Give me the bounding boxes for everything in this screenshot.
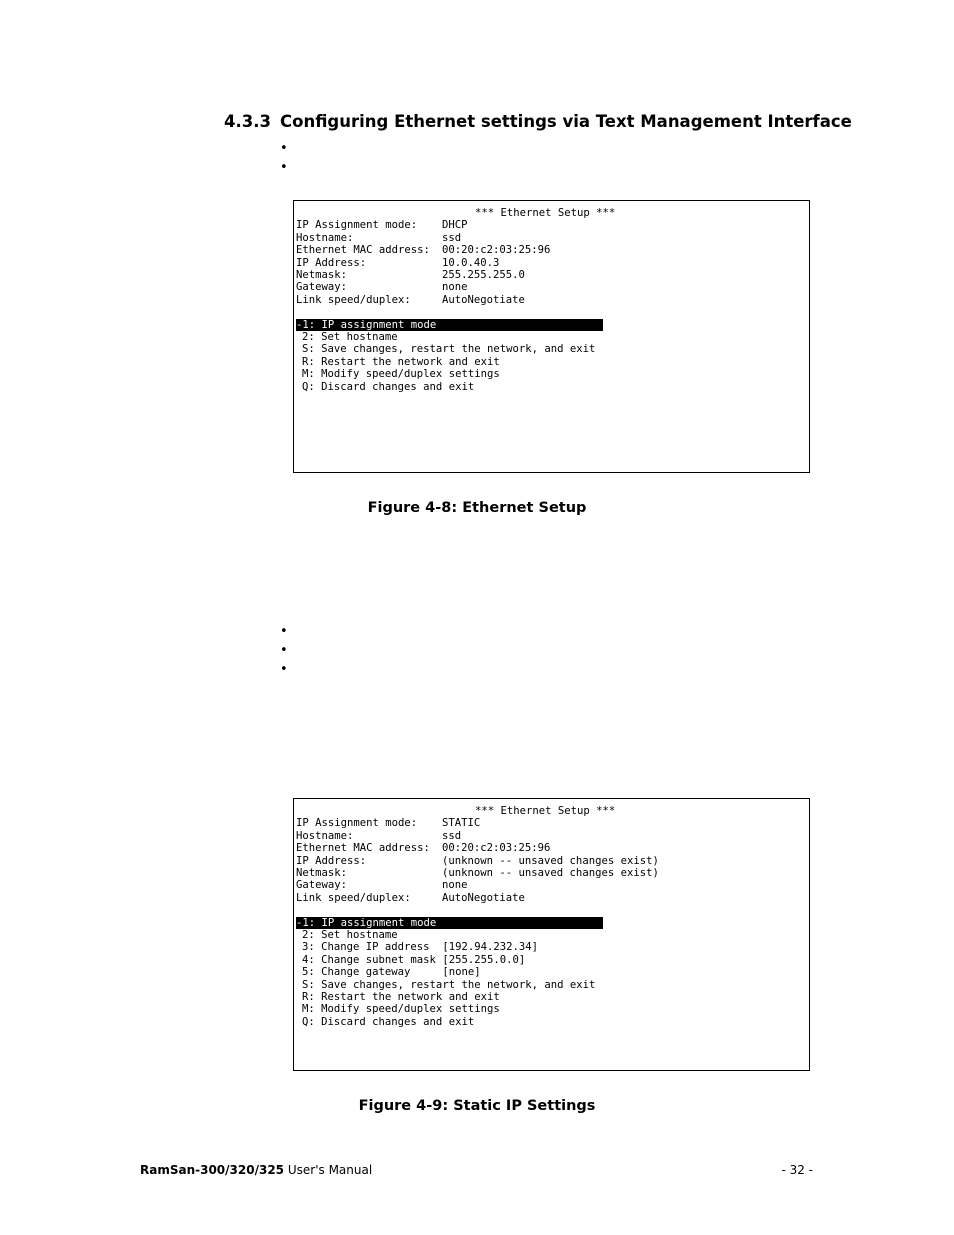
- menu-item-set-hostname[interactable]: 2: Set hostname: [302, 929, 398, 942]
- menu-item-restart-network[interactable]: R: Restart the network and exit: [302, 991, 500, 1004]
- menu-item-save-changes[interactable]: S: Save changes, restart the network, and exit: [302, 343, 596, 356]
- menu-item-ip-assignment-mode[interactable]: -1: IP assignment mode: [296, 319, 603, 331]
- field-label: Gateway:: [296, 879, 348, 892]
- footer-manual-title: [140, 1163, 372, 1177]
- ethernet-setup-terminal: [293, 200, 810, 473]
- terminal-menu: [296, 319, 809, 393]
- section-title: Configuring Ethernet settings via Text Management Interface: [280, 112, 852, 131]
- field-value: 00:20:c2:03:25:96: [442, 244, 551, 257]
- field-value: 00:20:c2:03:25:96: [442, 842, 551, 855]
- menu-item-modify-speed[interactable]: M: Modify speed/duplex settings: [302, 1003, 500, 1016]
- footer-product: RamSan-300/320/325: [140, 1163, 285, 1177]
- field-value: STATIC: [442, 817, 481, 830]
- terminal-title: *** Ethernet Setup ***: [475, 207, 616, 219]
- field-value: (unknown -- unsaved changes exist): [442, 867, 659, 880]
- field-row: [296, 817, 809, 829]
- field-label: IP Assignment mode:: [296, 817, 418, 830]
- menu-item-restart-network[interactable]: R: Restart the network and exit: [302, 355, 500, 368]
- menu-item-modify-speed[interactable]: M: Modify speed/duplex settings: [302, 368, 500, 381]
- field-row: [296, 879, 809, 891]
- field-row: [296, 830, 809, 842]
- terminal-title: *** Ethernet Setup ***: [475, 805, 616, 817]
- field-label: IP Address:: [296, 854, 367, 867]
- field-label: Hostname:: [296, 231, 354, 244]
- field-value: ssd: [442, 829, 462, 842]
- field-value: DHCP: [442, 219, 468, 232]
- field-row: [296, 244, 809, 256]
- field-value: ssd: [442, 231, 462, 244]
- field-label: Netmask:: [296, 867, 348, 880]
- field-label: IP Assignment mode:: [296, 219, 418, 232]
- menu-item-change-subnet[interactable]: 4: Change subnet mask [255.255.0.0]: [302, 953, 526, 966]
- field-label: Ethernet MAC address:: [296, 244, 430, 257]
- field-row: [296, 842, 809, 854]
- menu-item-discard-changes[interactable]: Q: Discard changes and exit: [302, 1015, 475, 1028]
- field-value: 10.0.40.3: [442, 256, 500, 269]
- field-label: Link speed/duplex:: [296, 293, 411, 306]
- menu-item-change-ip[interactable]: 3: Change IP address [192.94.232.34]: [302, 941, 538, 954]
- field-value: none: [442, 879, 468, 892]
- static-ip-terminal: [293, 798, 810, 1071]
- field-label: Link speed/duplex:: [296, 891, 411, 904]
- field-label: Gateway:: [296, 281, 348, 294]
- footer-manual: User's Manual: [284, 1163, 373, 1177]
- field-label: IP Address:: [296, 256, 367, 269]
- field-row: [296, 294, 809, 306]
- figure-caption: Figure 4-8: Ethernet Setup: [367, 500, 587, 516]
- field-value: none: [442, 281, 468, 294]
- field-label: Hostname:: [296, 829, 354, 842]
- field-value: (unknown -- unsaved changes exist): [442, 854, 659, 867]
- terminal-menu: [296, 917, 809, 1029]
- field-row: [296, 269, 809, 281]
- field-label: Netmask:: [296, 269, 348, 282]
- menu-item-save-changes[interactable]: S: Save changes, restart the network, and exit: [302, 978, 596, 991]
- page-number: - 32 -: [781, 1163, 813, 1177]
- menu-item-ip-assignment-mode[interactable]: -1: IP assignment mode: [296, 917, 603, 929]
- field-value: AutoNegotiate: [442, 891, 525, 904]
- field-row: [296, 257, 809, 269]
- menu-item-change-gateway[interactable]: 5: Change gateway [none]: [302, 966, 481, 979]
- menu-item-discard-changes[interactable]: Q: Discard changes and exit: [302, 380, 475, 393]
- field-row: [296, 892, 809, 904]
- field-value: AutoNegotiate: [442, 293, 525, 306]
- field-row: [296, 219, 809, 231]
- figure-caption: Figure 4-9: Static IP Settings: [358, 1098, 596, 1114]
- field-label: Ethernet MAC address:: [296, 842, 430, 855]
- section-number: 4.3.3: [224, 112, 271, 131]
- section-heading: [224, 112, 852, 131]
- field-row: [296, 855, 809, 867]
- field-value: 255.255.255.0: [442, 269, 525, 282]
- field-row: [296, 281, 809, 293]
- field-row: [296, 867, 809, 879]
- field-row: [296, 232, 809, 244]
- menu-item-set-hostname[interactable]: 2: Set hostname: [302, 331, 398, 344]
